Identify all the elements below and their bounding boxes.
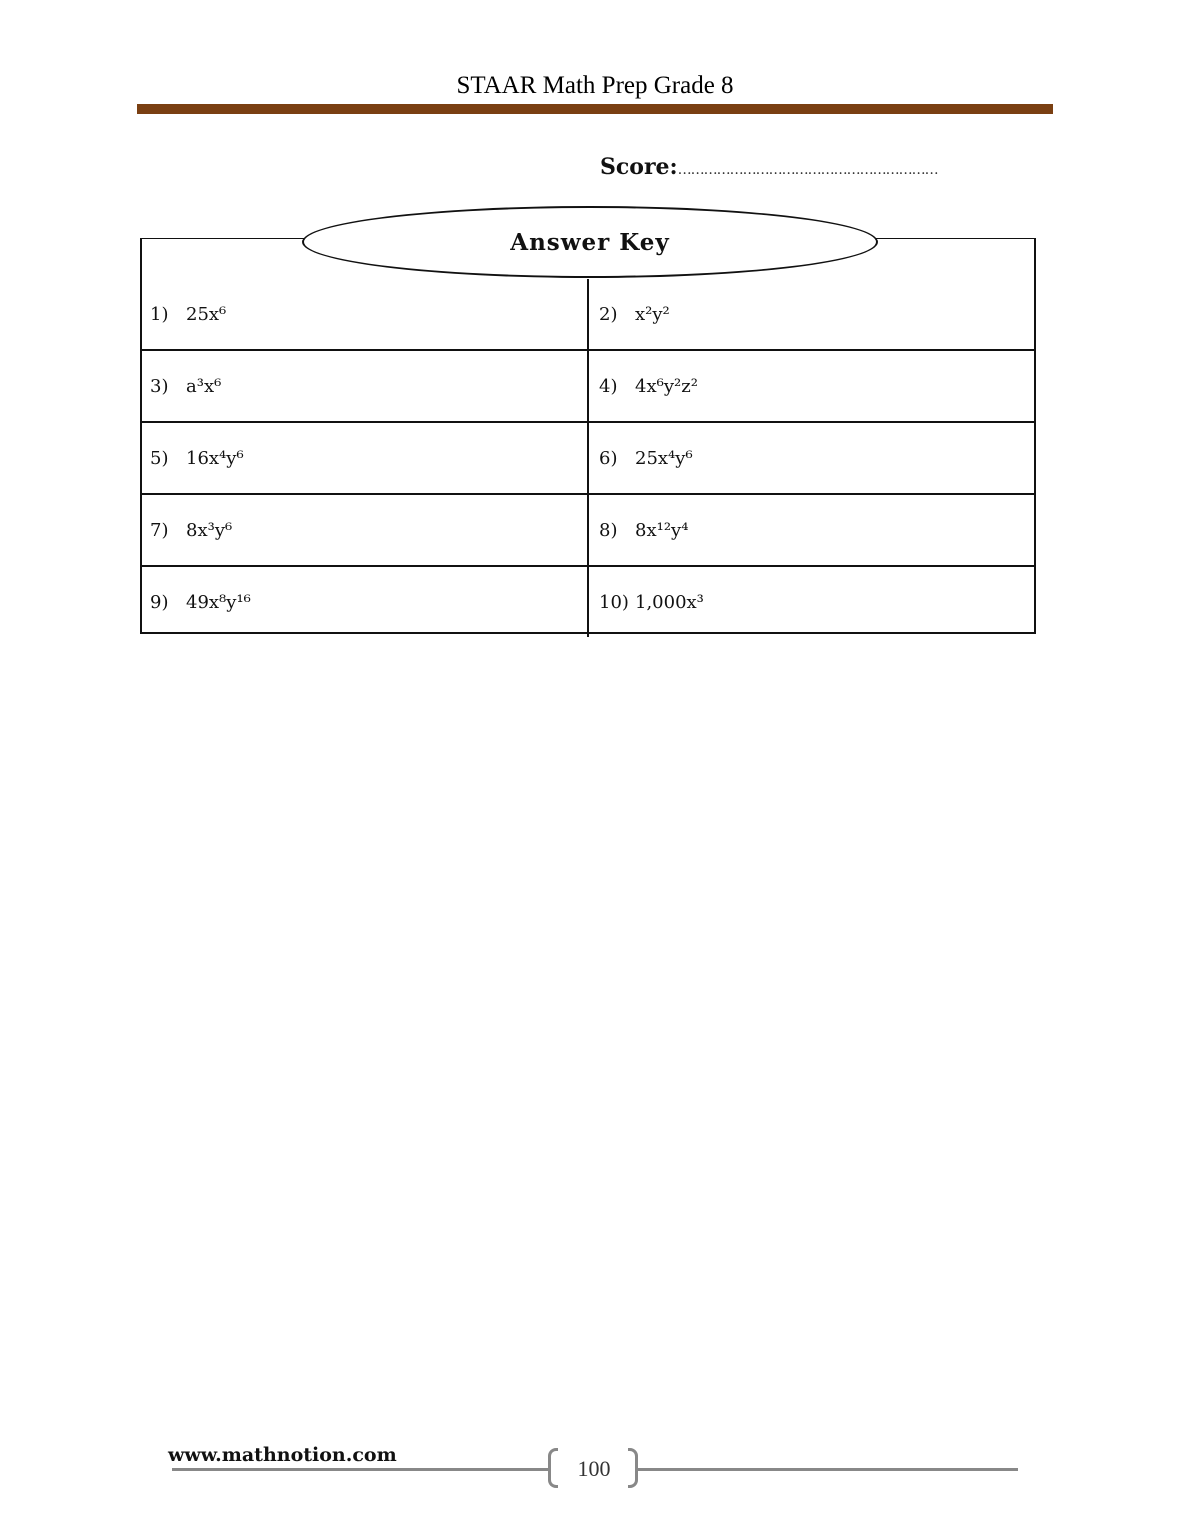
table-row	[140, 422, 1036, 494]
footer-rule-left	[172, 1468, 550, 1471]
answer-text: 1,000x³	[635, 591, 704, 613]
answer-text: 25x⁴y⁶	[635, 447, 693, 469]
answer-cell	[140, 494, 588, 566]
question-number: 7)	[150, 519, 169, 541]
page-header-title: STAAR Math Prep Grade 8	[456, 72, 734, 99]
answer-cell	[140, 350, 588, 422]
answer-cell	[588, 350, 1036, 422]
answer-text: a³x⁶	[186, 375, 222, 397]
question-number: 5)	[150, 447, 169, 469]
answer-cell	[588, 279, 1036, 350]
question-number: 10)	[599, 591, 629, 613]
question-number: 8)	[599, 519, 618, 541]
question-number: 9)	[150, 591, 169, 613]
answer-cell	[588, 494, 1036, 566]
question-number: 3)	[150, 375, 169, 397]
header-rule	[137, 104, 1053, 114]
left-brace-icon	[548, 1448, 558, 1488]
table-row	[140, 279, 1036, 350]
answer-key-table	[140, 279, 1036, 637]
answer-key-title	[302, 206, 878, 278]
answer-text: 25x⁶	[186, 303, 227, 325]
answer-text: 16x⁴y⁶	[186, 447, 244, 469]
answer-text: x²y²	[635, 303, 670, 325]
answer-key-title-text: Answer Key	[510, 228, 670, 256]
question-number: 4)	[599, 375, 618, 397]
answer-text: 8x¹²y⁴	[635, 519, 689, 541]
score-label: Score:	[600, 154, 678, 180]
answer-cell	[140, 422, 588, 494]
answer-cell	[588, 422, 1036, 494]
footer-website-link[interactable]: www.mathnotion.com	[168, 1444, 397, 1466]
answer-cell	[588, 566, 1036, 637]
score-field	[600, 154, 938, 180]
table-row	[140, 350, 1036, 422]
page-number: 100	[577, 1456, 611, 1481]
score-blank-line: ……………………………………………………	[677, 162, 938, 178]
question-number: 6)	[599, 447, 618, 469]
question-number: 1)	[150, 303, 169, 325]
answer-text: 49x⁸y¹⁶	[186, 591, 251, 613]
answer-cell	[140, 566, 588, 637]
table-row	[140, 566, 1036, 637]
table-row	[140, 494, 1036, 566]
question-number: 2)	[599, 303, 618, 325]
footer-rule-right	[638, 1468, 1018, 1471]
right-brace-icon	[628, 1448, 638, 1488]
answer-text: 8x³y⁶	[186, 519, 233, 541]
answer-text: 4x⁶y²z²	[635, 375, 698, 397]
answer-cell	[140, 279, 588, 350]
